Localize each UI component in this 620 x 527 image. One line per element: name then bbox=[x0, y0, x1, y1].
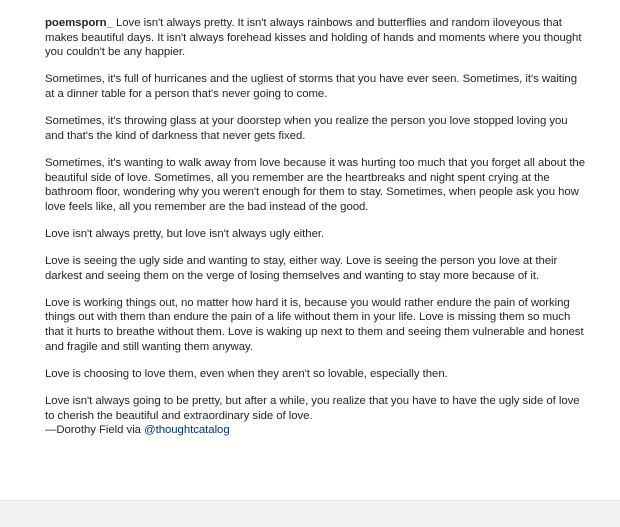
caption-text: Love isn't always going to be pretty, but after a while, you realize that you have to have the ugly side of love to cherish the beautiful and extraordinary side of love. bbox=[45, 395, 580, 422]
bottom-bar bbox=[0, 500, 620, 527]
caption-text: Love isn't always pretty. It isn't always rainbows and butterflies and random iloveyous that makes beautiful days. It isn't always forehead kisses and holding of hands and moments where you thought you couldn't be any happier. bbox=[45, 17, 582, 59]
caption-paragraph bbox=[45, 16, 585, 60]
caption-paragraph: Sometimes, it's full of hurricanes and the ugliest of storms that you have ever seen. Sometimes, it's waiting at a dinner table for a person that's never going to come. bbox=[45, 73, 577, 100]
caption-paragraph: Love is working things out, no matter how hard it is, because you would rather endure the pain of working things out with them than endure the pain of a life without them in your life. Love is missing them so much that it hurts to breathe without them. Love is waking up next to them and seeing them vulnerable and honest and fragile and still wanting them anyway. bbox=[45, 296, 584, 353]
username-link[interactable]: poemsporn_ bbox=[45, 17, 113, 29]
caption-paragraph: Sometimes, it's throwing glass at your doorstep when you realize the person you love stopped loving you and that's the kind of darkness that never gets fixed. bbox=[45, 115, 568, 142]
post-caption bbox=[45, 16, 585, 438]
caption-paragraph: Love is choosing to love them, even when they aren't so lovable, especially then. bbox=[45, 367, 448, 380]
attribution-text: —Dorothy Field via bbox=[45, 424, 145, 437]
mention-link[interactable]: @thoughtcatalog bbox=[144, 424, 230, 437]
caption-paragraph: Love isn't always pretty, but love isn't always ugly either. bbox=[45, 227, 325, 240]
caption-paragraph: Sometimes, it's wanting to walk away from love because it was hurting too much that you forget all about the beautiful side of love. Sometimes, all you remember are the heartbreaks and night spent crying at the bathroom floor, wondering why you weren't enough for them to stay. Sometimes, when people ask you how love feels like, all you remember are the bad instead of the good. bbox=[45, 156, 586, 213]
caption-paragraph: Love is seeing the ugly side and wanting to stay, either way. Love is seeing the person you love at their darkest and seeing them on the verge of losing themselves and wanting to stay more because of it. bbox=[45, 255, 558, 282]
caption-paragraph bbox=[45, 394, 585, 438]
